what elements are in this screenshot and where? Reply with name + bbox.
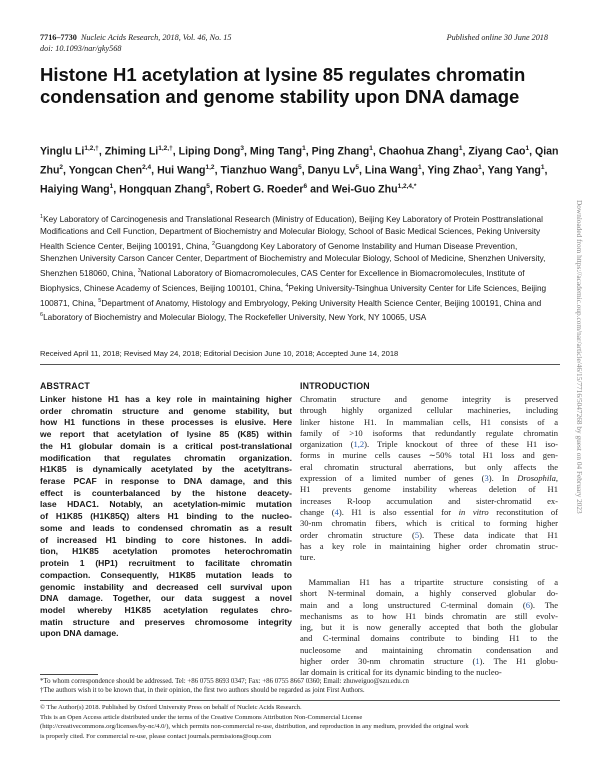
affiliations [40,211,555,324]
author-affiliation-mark: 5 [206,183,210,191]
text-line [300,417,558,428]
text-line [300,633,558,644]
abstract-heading: ABSTRACT [40,381,90,391]
text-run: linker histone H1. In mammalian cells, H1 consists of a [300,416,558,427]
author-name: Yinglu Li [40,145,85,158]
abstract-line: of increased H1 binding to core histones. In addi- [40,534,292,545]
abstract-line: genomic instability and decreased cell survival upon [40,581,292,592]
author-name: Lina Wang [364,164,419,177]
page-header-left [40,33,231,42]
abstract-line: compaction. Consequently, H1K85 mutation leads to [40,569,292,580]
text-line [300,622,558,633]
author-name: Liping Dong [178,145,241,158]
text-run: Chromatin structure and genome integrity is preserved [300,394,558,404]
text-line [300,577,558,588]
doi[interactable]: doi: 10.1093/nar/gky568 [40,44,122,53]
text-line [300,496,558,507]
text-line [300,541,558,552]
abstract-line: tion, H1K85 acetylation promotes heterochromatin [40,546,292,557]
text-run: order chromatin structure ( [300,529,415,540]
affiliation-text: National Laboratory of Biomacromolecules, CAS Center for Excellence in Biomacromolecules, Institute of Biophysics, Chinese Academy of Sciences, Beijing 100101, China, [40,268,525,293]
text-run: has a key role in maintaining higher order chromatin struc- [300,540,558,551]
author-affiliation-mark: 1 [369,145,373,152]
download-stamp-text: Downloaded from https://academic.oup.com/nar/article/46/15/7716/5047268 by guest on 04 February 2023 [575,200,584,514]
divider [40,700,560,701]
author-name: Wei-Guo Zhu [331,183,398,196]
author-name: Ping Zhang [311,145,370,158]
corresponding-author-note: *To whom correspondence should be addressed. Tel: +86 0755 8693 0347; Fax: +86 0755 8667 0360; Email: zhuweiguo@szu.edu.cn [40,678,409,685]
author-name: Robert G. Roeder [215,183,304,196]
equal-contribution-note: †The authors wish it to be known that, in their opinion, the first two authors should be regarded as joint First Authors. [40,687,365,695]
abstract-line: DNA damage. Together, our data suggest a novel [40,593,292,604]
text-run: ). Triple knockout of three of these H1 iso- [364,439,558,450]
affiliation-text: Department of Anatomy, Histology and Embryology, Peking University Health Science Center, Beijing 100191, China and [101,298,542,308]
license-line: This is an Open Access article distributed under the terms of the Creative Commons Attribution Non-Commercial License [40,713,363,721]
text-run: nucleosome and maintaining chromatin condensation and [300,644,558,655]
abstract-text [40,394,292,644]
author-name: Yang Yang [487,164,541,177]
abstract-line: lase HDAC1. Notably, an acetylation-mimic mutation [40,499,292,510]
author-name: Chaohua Zhang [378,145,459,158]
footnotes [40,677,560,696]
author-name: Qian Zhu [40,145,559,177]
abstract-line: of H1K85 (H1K85Q) alters H1 binding to the nucleo- [40,511,292,522]
author-affiliation-mark: 1 [525,145,530,152]
text-line [300,588,558,599]
text-run: ). The [530,599,558,610]
author-name: Tianzhuo Wang [220,164,299,177]
text-run: ). In [488,473,518,484]
text-run: forms in murine cells causes ∼50% total H1 loss and gen- [300,450,558,461]
affiliation-number: 2 [212,240,216,247]
text-run: ture. [300,552,316,563]
article-title: Histone H1 acetylation at lysine 85 regulates chromatin condensation and genome stability upon DNA damage [40,64,526,107]
author-affiliation-mark: 1,2,† [158,145,173,152]
text-run: 30-nm chromatin fibers, which is critical to forming higher [300,518,558,529]
text-line [300,507,558,518]
author-list: Yinglu $Li^{1,2,\dagger}$, Zhiming $Li^{1,2,\dagger}$, Liping Dong$^3$, Ming Tang$^1$, Ping Zhang$^1$, Chaohua Zhang$^1$, Ziyang Cao$^1$, Qian Zhu$^2$, Yongcan Chen$^{2,4}$, Hui Wang$^{1,2}$, Tianzhuo Wang$^5$, Danyu Lv$^5$, Lina Wang$^1$, Ying Zhao$^1$, Yang Yang$^1$, Haiying Wang$^1$, Hongquan Zhang$^5$, Robert G. Roeder$^6$ and Wei-Guo Zhu$^{1,2,4,*}$ [40,145,559,196]
published-date: Published online 30 June 2018 [446,33,548,42]
citation-link[interactable]: 5 [414,529,420,540]
text-run: Mammalian H1 has a tripartite structure consisting of a [300,577,558,587]
abstract-line: protein 1 (HP1) recruitment to facilitate chromatin [40,558,292,569]
author-affiliation-mark: 2 [59,164,64,172]
author-name: Ming Tang [249,145,303,158]
text-run: eral chromatin structural aberrations, but only affects the [300,461,558,472]
author-affiliation-mark: 1,2 [205,164,215,172]
text-run: reconstitution of [488,506,558,517]
affiliation-number: 5 [98,297,102,304]
text-line [300,405,558,416]
text-line [300,428,558,439]
license-text [40,703,560,741]
introduction-paragraph-2 [300,577,558,679]
license-line: (http://creativecommons.org/licenses/by-nc/4.0/), which permits non-commercial re-use, distribution, and reproduction in any medium, provided the original work [40,723,469,730]
author-name: Danyu Lv [307,164,356,177]
received-dates: Received April 11, 2018; Revised May 24, 2018; Editorial Decision June 10, 2018; Accepted June 14, 2018 [40,349,399,358]
abstract-line: matin structure and preserves chromosome integrity [40,616,292,627]
license-line: is properly cited. For commercial re-use, please contact journals.permissions@oup.com [40,732,272,740]
affiliation-number: 4 [285,282,289,289]
affiliation-text: Key Laboratory of Carcinogenesis and Translational Research (Ministry of Education), Beijing Key Laboratory of Protein Posttranslational Modifications and Cell Function, Department of Biochemistry and Molecular Biology, School of Basic Medical Sciences, Peking University Health Science Center, Beijing 100191, China, [40,214,543,251]
author-affiliation-mark: 6 [303,183,308,191]
author-affiliation-mark: 5 [298,164,302,172]
text-run: , [555,473,558,484]
text-run: organization ( [300,439,354,450]
text-line [300,462,558,473]
affiliation-text: Laboratory of Biochemistry and Molecular Biology, The Rockefeller University, New York, NY 10065, USA [43,313,427,323]
text-run: ). H1 is also essential for [338,506,459,517]
text-run: family of >10 isoforms that redundantly regulate chromatin [300,427,558,438]
text-line [300,394,558,405]
journal-citation: Nucleic Acids Research, 2018, Vol. 46, No. 15 [80,33,232,42]
abstract-line: modification that regulates chromatin organization. [40,452,292,463]
affiliation-number: 1 [40,214,44,220]
author-affiliation-mark: 1 [540,164,545,172]
abstract-line: we report that acetylation of lysine 85 (K85) within [40,429,292,440]
text-run: higher order 30-nm chromatin structure ( [300,656,476,667]
author-affiliation-mark: 1,2,4,* [397,183,417,191]
text-run: and C-terminal domains contribute to binding H1 to the [300,633,558,644]
text-run: lar domain is critical for its dynamic binding to the nucleo- [300,667,502,678]
text-line [300,645,558,656]
text-run: increases R-loop accumulation and sister-chromatid ex- [300,495,558,506]
text-line [300,656,558,667]
author-affiliation-mark: 1 [418,164,422,172]
abstract-line: the H1 globular domain is a critical post-translational [40,440,292,451]
author-affiliation-mark: 1 [478,164,482,172]
citation-link[interactable]: 1,2 [353,439,365,450]
introduction-heading: INTRODUCTION [300,381,370,391]
citation-link[interactable]: 1 [475,656,480,667]
text-run: mechanisms as to how H1 binds chromatin are still evolv- [300,610,558,621]
author-name: Hui Wang [157,164,206,177]
text-line [300,473,558,484]
citation-link[interactable]: 6 [525,599,530,610]
author-affiliation-mark: 1,2,† [84,145,99,152]
text-line [300,518,558,529]
text-run: ). The H1 globu- [479,656,559,667]
license-line: © The Author(s) 2018. Published by Oxford University Press on behalf of Nucleic Acids Research. [40,704,302,711]
abstract-line: model whereby H1K85 acetylation regulates chro- [40,604,292,615]
text-line [300,484,558,495]
author-affiliation-mark: 1 [302,145,306,152]
abstract-line: ferase PCAF in response to DNA damage, and this [40,476,292,487]
text-run: ). These data indicate that H1 [419,529,559,540]
text-line [300,530,558,541]
text-run: main and a long unstructured C-terminal domain ( [300,599,526,610]
author-name: Hongquan Zhang [119,183,207,196]
text-line [300,450,558,461]
page-range: 7716–7730 [40,33,77,42]
text-run: change ( [300,506,335,517]
download-stamp [572,200,586,600]
text-line [300,600,558,611]
author-affiliation-mark: 2,4 [142,164,152,172]
author-name: Ziyang Cao [468,145,526,158]
text-line [300,439,558,450]
citation-link[interactable]: 4 [334,506,339,517]
affiliation-number: 6 [40,312,44,319]
italic-term: Drosophila [517,473,556,484]
text-run: short N-terminal domain, a highly conserved globular do- [300,588,558,599]
abstract-line: order chromatin structure and genome stability, but [40,405,292,416]
text-run: H1 prevents genome instability whereas deletion of H1 [300,484,558,495]
divider [40,364,560,365]
affiliation-text: Guangdong Key Laboratory of Genome Instability and Human Disease Prevention, Shenzhen University Carson Cancer Center, Department of Biochemistry and Molecular Biology, School of Medicine, Shenzhen University, Shenzhen 518060, China, [40,241,546,278]
citation-link[interactable]: 3 [484,473,489,484]
italic-term: in vitro [458,506,489,517]
introduction-paragraph-1 [300,394,558,563]
text-run: ing, but it is now generally accepted that both the globular [300,622,558,633]
author-affiliation-mark: 5 [355,164,359,172]
author-name: Yongcan Chen [68,164,143,177]
abstract-line: some and leads to condensed chromatin as a result [40,522,292,533]
author-name: Ying Zhao [427,164,479,177]
text-line [300,611,558,622]
footnote-divider [40,674,98,675]
abstract-line: how H1 functions in these processes is elusive. Here [40,417,292,428]
affiliation-text: Peking University-Tsinghua University Center for Life Sciences, Beijing 100871, China, [40,283,547,308]
abstract-line: H1K85 is dynamically acetylated by the acetyltrans- [40,464,292,475]
text-run: through highly organized cellular machineries, including [300,405,558,416]
abstract-line: upon DNA damage. [40,628,119,639]
author-affiliation-mark: 3 [240,145,245,152]
abstract-line: effect is counterbalanced by the histone deacety- [40,487,292,498]
author-name: Haiying Wang [40,183,110,196]
abstract-line: Linker histone H1 has a key role in maintaining higher [40,394,292,404]
affiliation-number: 3 [137,267,141,274]
text-line [300,552,558,563]
author-affiliation-mark: 1 [458,145,463,152]
text-run: expression of a limited number of genes ( [300,473,485,484]
author-name: Zhiming Li [104,145,159,158]
author-affiliation-mark: 1 [109,183,114,191]
